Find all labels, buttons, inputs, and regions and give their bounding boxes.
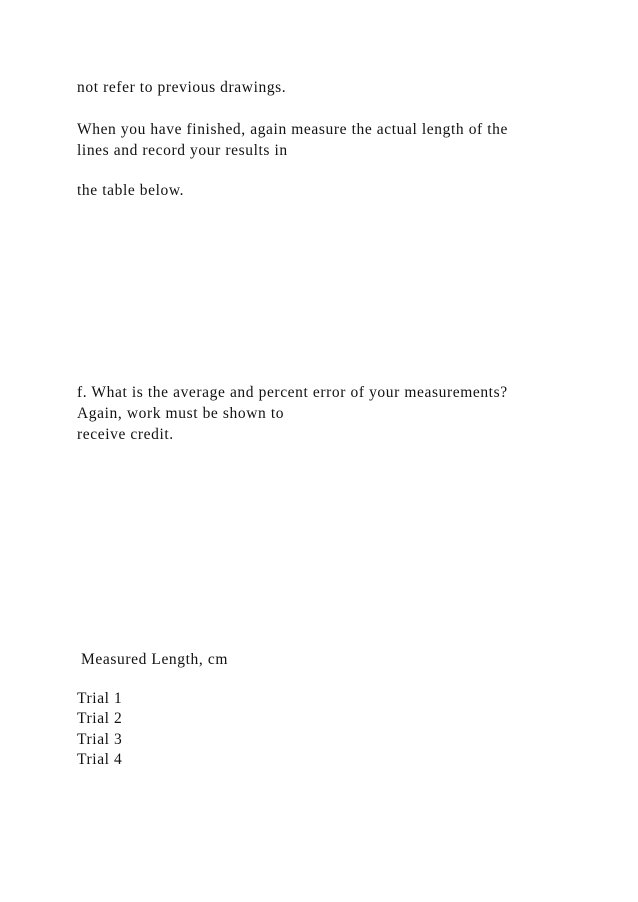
- paragraph-line: When you have finished, again measure the actual length of the: [77, 121, 509, 138]
- paragraph-line: not refer to previous drawings.: [77, 79, 287, 96]
- table-row: Trial 2: [77, 710, 123, 727]
- question-f-line: Again, work must be shown to: [77, 405, 285, 422]
- table-row: Trial 1: [77, 690, 123, 707]
- paragraph-line: the table below.: [77, 182, 185, 199]
- table-row: Trial 4: [77, 751, 123, 768]
- question-f-line: f. What is the average and percent error of your measurements?: [77, 384, 508, 401]
- paragraph-line: lines and record your results in: [77, 142, 288, 159]
- question-f-line: receive credit.: [77, 426, 174, 443]
- table-header: Measured Length, cm: [81, 651, 228, 668]
- table-row: Trial 3: [77, 731, 123, 748]
